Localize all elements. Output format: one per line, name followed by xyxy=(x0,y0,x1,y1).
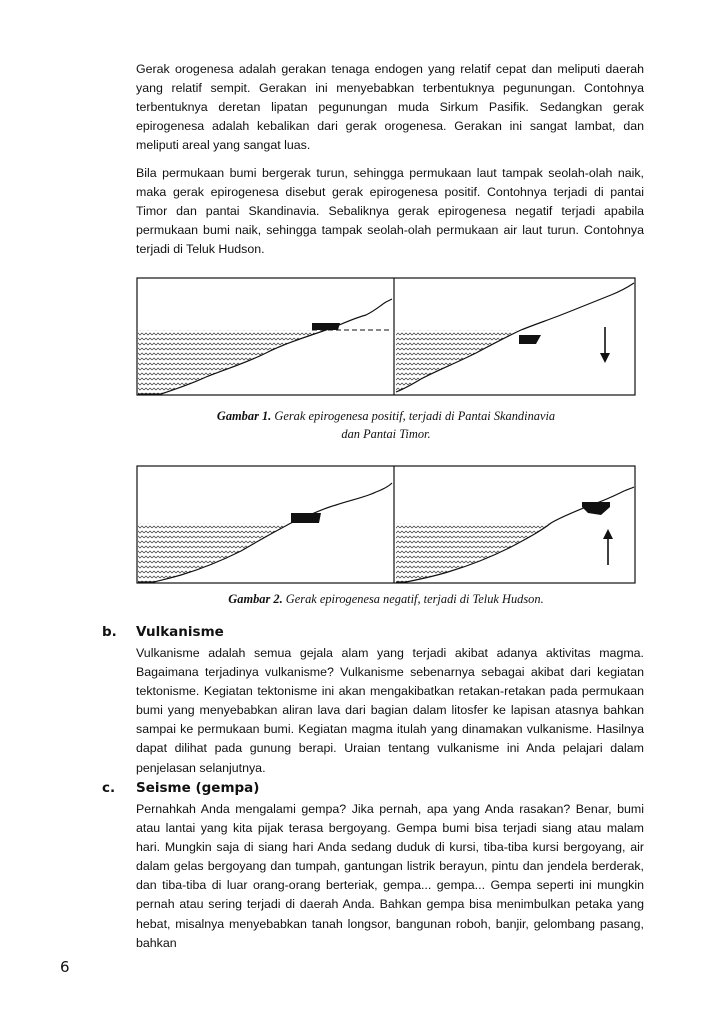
figure-2-diagram xyxy=(136,465,636,585)
section-b-letter: b. xyxy=(102,624,117,640)
section-c-title: Seisme (gempa) xyxy=(136,780,260,796)
figure-1-diagram xyxy=(136,277,636,397)
section-c-letter: c. xyxy=(102,780,116,796)
section-c-body: Pernahkah Anda mengalami gempa? Jika pernah, apa yang Anda rasakan? Benar, bumi atau lantai yang kita pijak terasa bergoyang. Gempa bumi bisa terjadi siang atau malam hari. Mungkin saja di siang hari Anda sedang duduk di kursi, tiba-tiba kursi bergoyang, air dalam gelas bergoyang dan tumpah, gantungan listrik berayun, pintu dan jendela berderak, dan tiba-tiba di luar orang-orang berteriak, gempa... gempa... Gempa seperti ini mungkin pernah atau sering terjadi di daerah Anda. Bahkan gempa bisa menimbulkan petaka yang hebat, misalnya menyebabkan tanah longsor, bangunan roboh, banjir, gelombang pasang, bahkan xyxy=(136,802,644,950)
figure-1-caption-line2: dan Pantai Timor. xyxy=(341,427,431,441)
figure-2-caption-text: Gerak epirogenesa negatif, terjadi di Teluk Hudson. xyxy=(285,592,544,606)
figure-1-label: Gambar 1. xyxy=(216,409,272,423)
intro-paragraph-2: Bila permukaan bumi bergerak turun, sehingga permukaan laut tampak seolah-olah naik, maka gerak epirogenesa disebut gerak epirogenesa positif. Contohnya terjadi di pantai Timor dan pantai Skandinavia. Sebaliknya gerak epirogenesa negatif terjadi apabila permukaan bumi naik, sehingga tampak seolah-olah permukaan air laut turun. Contohnya terjadi di Teluk Hudson. xyxy=(136,166,644,257)
section-b-body: Vulkanisme adalah semua gejala alam yang terjadi akibat adanya aktivitas magma. Bagaimana terjadinya vulkanisme? Vulkanisme sebenarnya sebagai akibat dari kegiatan tektonisme. Kegiatan tektonisme ini akan mengakibatkan retakan-retakan pada permukaan bumi yang menyebabkan aliran lava dari bagian dalam litosfer ke lapisan atasnya bahkan sampai ke permukaan bumi. Kegiatan magma itulah yang dinamakan vulkanisme. Hasilnya dapat dilihat pada gunung berapi. Uraian tentang vulkanisme ini Anda pelajari dalam penjelasan selanjutnya. xyxy=(136,646,644,775)
page-number: 6 xyxy=(60,958,70,976)
intro-paragraph-1: Gerak orogenesa adalah gerakan tenaga endogen yang relatif cepat dan meliputi daerah yang relatif sempit. Gerakan ini menyebabkan terbentuknya pegunungan. Contohnya terbentuknya deretan lipatan pegunungan muda Sirkum Pasifik. Sedangkan gerak epirogenesa adalah kebalikan dari gerak orogenesa. Gerakan ini sangat lambat, dan meliputi areal yang sangat luas. xyxy=(136,62,644,153)
figure-2-caption xyxy=(136,590,636,608)
figure-1-caption xyxy=(136,407,636,443)
section-b-title: Vulkanisme xyxy=(136,624,224,640)
figure-2-label: Gambar 2. xyxy=(228,592,283,606)
figure-1-caption-line1: Gerak epirogenesa positif, terjadi di Pantai Skandinavia xyxy=(274,409,556,423)
